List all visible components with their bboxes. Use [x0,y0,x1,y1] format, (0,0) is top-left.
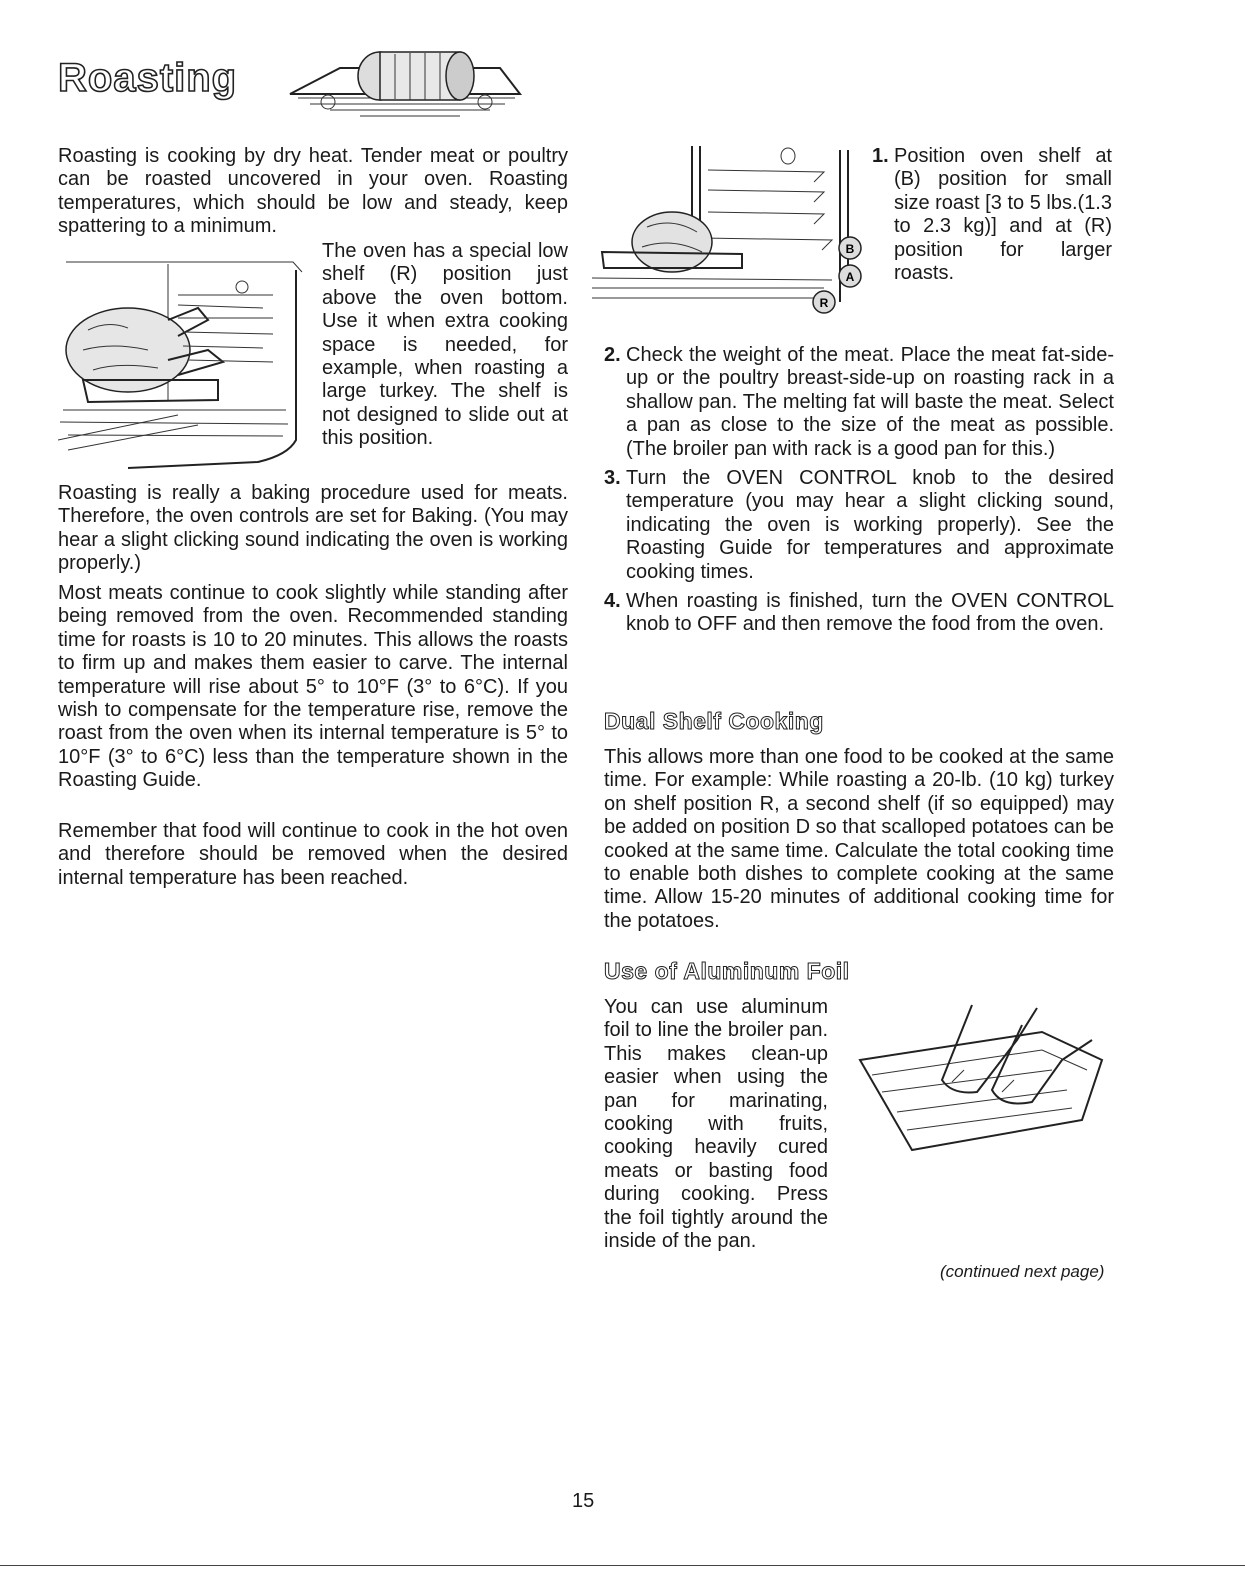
turkey-oven-illustration [58,250,308,470]
step-3 [604,467,1114,584]
bottom-rule [0,1565,1245,1566]
continued-note: (continued next page) [940,1262,1105,1281]
step-text: Turn the OVEN CONTROL knob to the desired temperature (you may hear a slight clicking sound, indicating the oven is working properly). See the Roasting Guide for temperatures and approximate cooking times. [626,467,1114,583]
step-2 [604,344,1114,461]
step-text: Position oven shelf at (B) position for small size roast [3 to 5 lbs.(1.3 to 2.3 kg)] and at (R) position for larger roasts. [894,145,1112,285]
step-text: When roasting is finished, turn the OVEN CONTROL knob to OFF and then remove the food from the oven. [626,590,1114,636]
page-title: Roasting [58,56,238,100]
remember-paragraph: Remember that food will continue to cook in the hot oven and therefore should be removed when the desired internal temperature has been reached. [58,820,568,889]
low-shelf-paragraph: The oven has a special low shelf (R) position just above the oven bottom. Use it when extra cooking space is needed, for example, when roasting a large turkey. The shelf is not designed to slide out at this position. [322,240,568,450]
dual-shelf-paragraph: This allows more than one food to be cooked at the same time. For example: While roasting a 20-lb. (10 kg) turkey on shelf position R, a second shelf (if so equipped) may be added on position D so that scalloped potatoes can be cooked at the same time. Calculate the total cooking time to enable both dishes to complete cooking at the same time. Allow 15-20 minutes of additional cooking time for the potatoes. [604,746,1114,932]
roast-pan-illustration [270,44,530,124]
baking-paragraph: Roasting is really a baking procedure used for meats. Therefore, the oven controls are set for Baking. (You may hear a slight clicking sound indicating the oven is working properly.) [58,482,568,575]
shelf-positions-illustration [592,142,862,317]
foil-pan-illustration [852,1000,1112,1170]
step-text: Check the weight of the meat. Place the meat fat-side-up or the poultry breast-side-up on roasting rack in a shallow pan. The melting fat will baste the meat. Select a pan as close to the size of the meat as possible. (The broiler pan with rack is a good pan for this.) [626,344,1114,460]
standing-paragraph: Most meats continue to cook slightly while standing after being removed from the oven. Recommended standing time for roasts is 10 to 20 minutes. This allows the roasts to firm up and makes them easier to carve. The internal temperature will rise about 5° to 10°F (3° to 6°C). If you wish to compensate for the temperature rise, remove the roast from the oven when its internal temperature is 5° to 10°F (3° to 6°C) less than the temperature shown in the Roasting Guide. [58,582,568,792]
intro-paragraph: Roasting is cooking by dry heat. Tender meat or poultry can be roasted uncovered in your oven. Roasting temperatures, which should be low and steady, keep spattering to a minimum. [58,145,568,238]
shelf-label-b: B [845,242,855,256]
dual-shelf-heading: Dual Shelf Cooking [604,708,824,734]
step-1 [872,145,1112,285]
step-number: 1. [872,145,889,167]
foil-heading: Use of Aluminum Foil [604,958,850,984]
step-number: 3. [604,467,621,490]
step-number: 2. [604,344,621,366]
page-number: 15 [572,1490,595,1512]
foil-paragraph: You can use aluminum foil to line the broiler pan. This makes clean-up easier when using the pan for marinating, cooking with fruits, cooking heavily cured meats or basting food during cooking. Press the foil tightly around the inside of the pan. [604,996,828,1253]
shelf-label-a: A [845,270,855,284]
step-number: 4. [604,590,621,613]
shelf-label-r: R [819,296,829,310]
roasting-steps [604,344,1114,643]
step-4 [604,590,1114,637]
